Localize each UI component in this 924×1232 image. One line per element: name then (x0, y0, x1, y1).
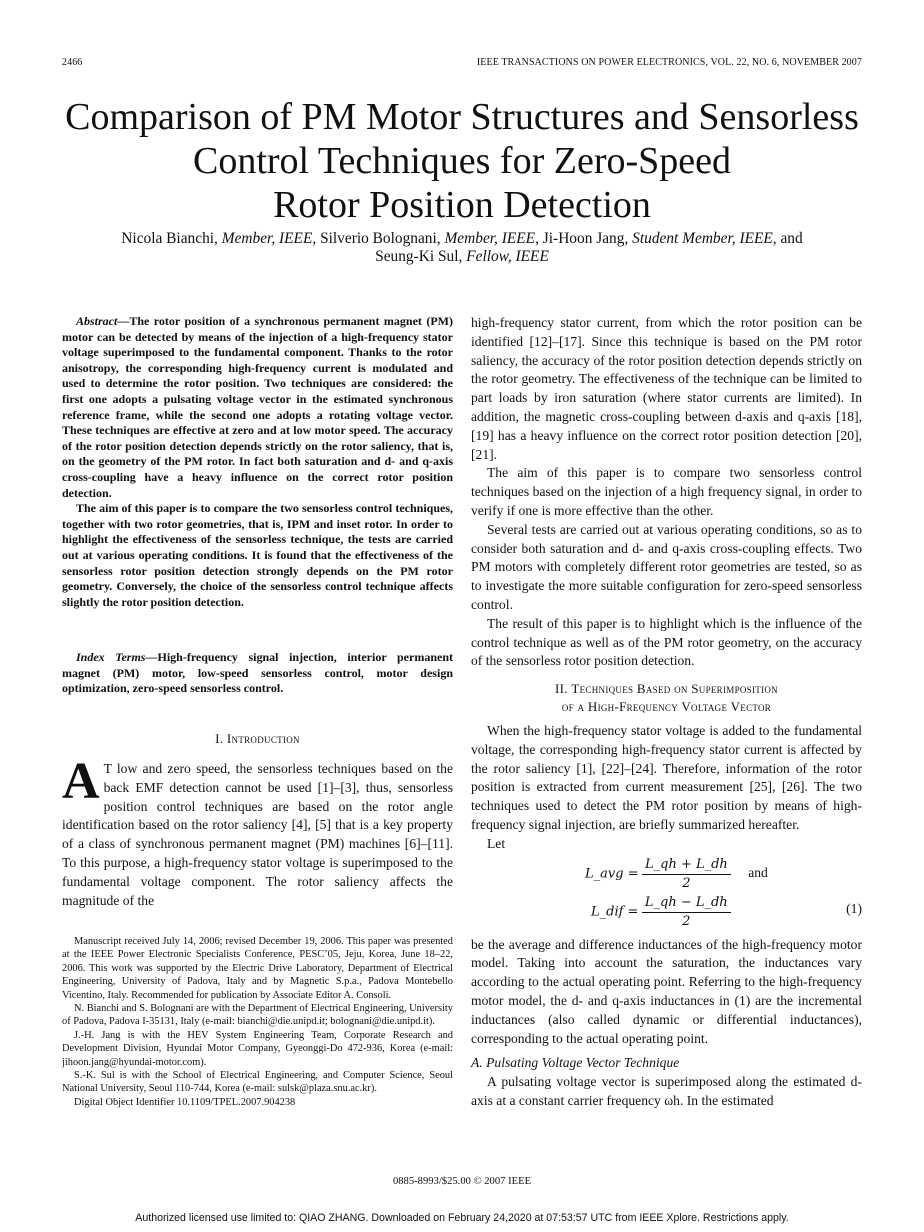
equation-avg-fraction (642, 856, 731, 893)
equation-dif-denominator: 2 (682, 913, 691, 929)
section-2-title-1: Techniques Based on Superimposition (571, 681, 778, 696)
index-terms (62, 650, 453, 697)
footnotes (62, 935, 453, 1109)
abstract (62, 314, 453, 610)
title-line-1: Comparison of PM Motor Structures and Sensorless (65, 96, 859, 138)
equation-avg-numerator: L_qh + L_dh (642, 856, 731, 875)
section-2-heading (471, 680, 862, 716)
page-number: 2466 (62, 57, 83, 68)
author-name: Nicola Bianchi (121, 230, 215, 247)
section-2-paragraph-1: When the high-frequency stator voltage is added to the fundamental voltage, the corresponding high-frequency stator current is affected by the rotor saliency [1], [22]–[24]. Therefore, information of the rotor position is extracted from current measurement [25], [26]. The two techniques used to detect the PM rotor position by means of high-frequency signal injection, are briefly summarized hereafter. (471, 723, 862, 832)
section-2-number: II. (555, 681, 568, 696)
introduction-text: T low and zero speed, the sensorless techniques based on the back EMF detection cannot be used [1]–[3], thus, sensorless position control techniques are based on the rotor angle identification based on the rotor saliency [4], [5] that is a key property of a class of synchronous permanent magnet (PM) machines [6]–[11]. To this purpose, a high-frequency stator voltage is superimposed to the fundamental voltage component. The rotor saliency affects the magnitude of the (62, 761, 453, 908)
equation-dif-fraction (642, 894, 731, 931)
license-notice: Authorized licensed use limited to: QIAO ZHANG. Downloaded on February 24,2020 at 07:53:57 UTC from IEEE Xplore. Restrictions apply. (135, 1212, 789, 1224)
equation-avg-denominator: 2 (682, 875, 691, 891)
equation-avg (585, 856, 768, 893)
section-1-heading (62, 730, 453, 748)
equation-dif-lhs: L_dif = (591, 904, 639, 920)
footnote-manuscript: Manuscript received July 14, 2006; revised December 19, 2006. This paper was presented at the IEEE Power Electronic Specialists Conference, PESC’05, Jeju, Korea, June 18–22, 2006. This work was supported by the Electric Drive Laboratory, Department of Electrical Engineering, University of Padova, Italy and by Magnetic S.p.a., Padova Montebello Vicentino, Italy. Recommended for publication by Associate Editor A. Consoli. (62, 936, 453, 1001)
section-2-let: Let (487, 835, 506, 851)
intro-paragraph-tests: Several tests are carried out at various operating conditions, so as to consider both saturation and d- and q-axis cross-coupling effects. Two PM motors with completely different rotor geometries are tested, so as to investigate the more suitable configuration for zero-speed sensorless control. (471, 521, 862, 612)
intro-continuation: high-frequency stator current, from which the rotor position can be identified [12]–[17]. Since this technique is based on the PM rotor saliency, the accuracy of the rotor position detection depends strictly on the rotor geometry. The effectiveness of the technique can be limited to part loads by iron saturation (where stator currents are limited). In addition, the magnetic cross-coupling between d-axis and q-axis [18], [19] has a heavy influence on the correct rotor position detection [20], [21]. (471, 315, 862, 462)
introduction-body (62, 753, 453, 910)
section-2-body (471, 722, 862, 1111)
abstract-label: Abstract— (76, 314, 130, 328)
author-role: Member, IEEE (444, 230, 536, 247)
author-name: Silverio Bolognani (320, 230, 437, 247)
equation-dif-numerator: L_qh − L_dh (642, 894, 731, 913)
author-conjunction: , and (772, 230, 803, 247)
abstract-paragraph-1 (62, 314, 453, 501)
section-1-number: I. (215, 731, 224, 746)
copyright-line: 0885-8993/$25.00 © 2007 IEEE (392, 1176, 532, 1187)
footnote-doi: Digital Object Identifier 10.1109/TPEL.2007.904238 (74, 1096, 296, 1108)
section-2-title-line-1 (471, 680, 862, 698)
intro-paragraph-result: The result of this paper is to highlight which is the influence of the control technique as well as of the PM rotor geometry, on the accuracy of the sensorless rotor position detection. (471, 615, 862, 669)
abstract-text-1: The rotor position of a synchronous permanent magnet (PM) motor can be detected by means of the injection of a high-frequency stator voltage superimposed to the fundamental component. Thanks to the rotor anisotropy, the corresponding high-frequency current is modulated and used to determine the rotor position. Two techniques are considered: the first one adopts a pulsating voltage vector in the estimated synchronous reference frame, while the second one adopts a rotating voltage vector. These techniques are effective at zero and at low motor speed. The accuracy of the rotor position detection depends strictly on the rotor saliency, that is, on the geometry of the PM rotor. In fact both saturation and d- and q-axis cross-coupling have a heavy influence on the correct rotor position detection. (62, 314, 453, 500)
section-2-paragraph-2: be the average and difference inductances of the high-frequency motor model. Taking into account the saturation, the inductances vary according to the actual operating point. Referring to the high-frequency motor model, the d- and q-axis inductances in (1) are the incremental inductances (also called dynamic or differential inductances), corresponding to the actual operating point. (471, 936, 862, 1046)
equation-dif (591, 894, 731, 931)
index-terms-label: Index Terms— (76, 650, 158, 664)
introduction-paragraph (62, 753, 453, 910)
right-column-intro (471, 314, 862, 671)
title-line-2: Control Techniques for Zero-Speed (193, 140, 731, 182)
section-1-title: Introduction (226, 731, 300, 746)
author-name: Ji-Hoon Jang (542, 230, 625, 247)
section-2-title-2: of a High-Frequency Voltage Vector (561, 699, 772, 714)
footnote-affiliation-1: N. Bianchi and S. Bolognani are with the Department of Electrical Engineering, University of Padova, Padova I-35131, Italy (e-mail: bianchi@die.unipd.it; bolognani@die.unipd.it). (62, 1003, 453, 1028)
intro-paragraph-aim: The aim of this paper is to compare two sensorless control techniques based on the injection of a high frequency signal, in order to verify if one is more effective than the other. (471, 465, 862, 518)
abstract-paragraph-2: The aim of this paper is to compare the two sensorless control techniques, together with two rotor geometries, that is, IPM and inset rotor. In order to highlight the effectiveness of the sensorless technique, the tests are carried out at various operating conditions. It is found that the effectiveness of the sensorless rotor position detection strongly depends on the PM rotor geometry. Conversely, the choice of the sensorless control technique affects slightly the rotor position detection. (62, 501, 453, 609)
equation-avg-lhs: L_avg = (585, 866, 639, 882)
equation-number: (1) (846, 900, 862, 916)
author-role: Fellow, IEEE (466, 248, 549, 265)
subsection-a-heading: A. Pulsating Voltage Vector Technique (471, 1055, 680, 1071)
author-list: Nicola Bianchi, Member, IEEE, Silverio Bolognani, Member, IEEE, Ji-Hoon Jang, Student Member, IEEE, and Seung-Ki Sul, Fellow, IEEE (121, 230, 803, 265)
drop-cap: A (62, 753, 100, 810)
equation-and: and (748, 865, 768, 881)
footnote-affiliation-3: S.-K. Sul is with the School of Electrical Engineering, and Computer Science, Seoul National University, Seoul 110-744, Korea (e-mail: sulsk@plaza.snu.ac.kr). (62, 1070, 453, 1095)
title-line-3: Rotor Position Detection (273, 184, 651, 226)
footnote-affiliation-2: J.-H. Jang is with the HEV System Engineering Team, Corporate Research and Development Division, Hyundai Motor Company, Gyeonggi-Do 472-936, Korea (e-mail: jihoon.jang@hyundai-motor.com). (62, 1029, 453, 1068)
journal-header: IEEE TRANSACTIONS ON POWER ELECTRONICS, VOL. 22, NO. 6, NOVEMBER 2007 (476, 57, 862, 68)
paper-title (40, 95, 884, 227)
section-2-paragraph-3: A pulsating voltage vector is superimposed along the estimated d-axis at a constant carrier frequency ωh. In the estimated (471, 1074, 862, 1108)
author-role: Member, IEEE (221, 230, 313, 247)
index-terms-text: High-frequency signal injection, interior permanent magnet (PM) motor, low-speed sensorless control, motor design optimization, zero-speed sensorless control. (62, 650, 453, 696)
author-name: Seung-Ki Sul (375, 248, 459, 265)
equation-1 (471, 856, 862, 936)
author-role: Student Member, IEEE (632, 230, 773, 247)
